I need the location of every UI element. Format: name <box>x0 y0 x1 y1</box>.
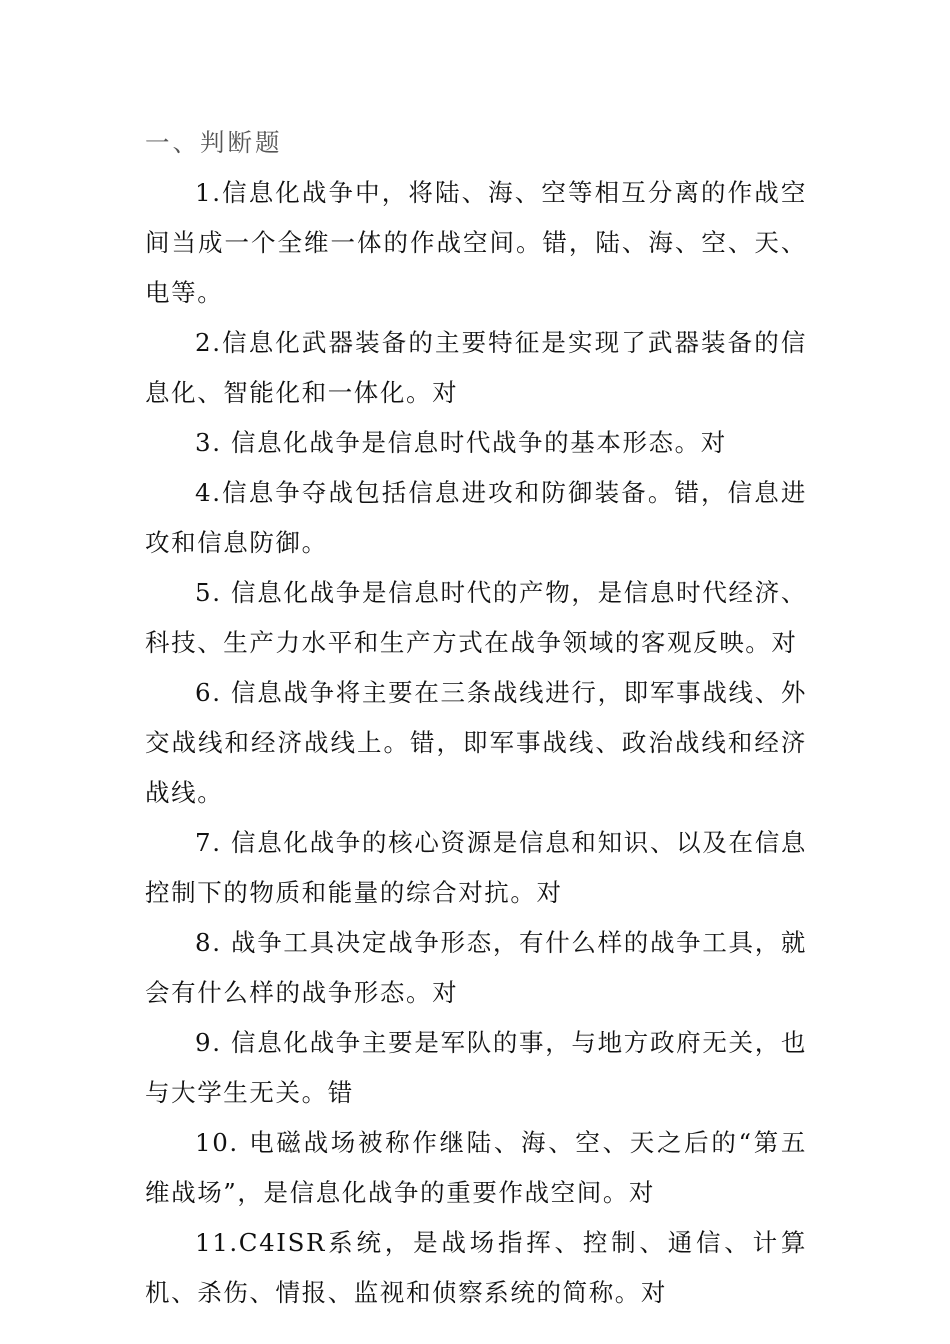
question-item: 4.信息争夺战包括信息进攻和防御装备。错，信息进攻和信息防御。 <box>145 478 807 557</box>
question-item: 9. 信息化战争主要是军队的事，与地方政府无关，也与大学生无关。错 <box>145 1028 807 1107</box>
question-item: 10. 电磁战场被称作继陆、海、空、天之后的“第五维战场”，是信息化战争的重要作战空间。对 <box>145 1128 807 1207</box>
question-item: 3. 信息化战争是信息时代战争的基本形态。对 <box>195 428 727 457</box>
question-item: 5. 信息化战争是信息时代的产物，是信息时代经济、科技、生产力水平和生产方式在战争领域的客观反映。对 <box>145 578 807 657</box>
section-heading: 一、判断题 <box>145 128 283 157</box>
question-item: 8. 战争工具决定战争形态，有什么样的战争工具，就会有什么样的战争形态。对 <box>145 928 807 1007</box>
question-item: 1.信息化战争中，将陆、海、空等相互分离的作战空间当成一个全维一体的作战空间。错，陆、海、空、天、电等。 <box>145 178 807 307</box>
question-item: 7. 信息化战争的核心资源是信息和知识、以及在信息控制下的物质和能量的综合对抗。对 <box>145 828 807 907</box>
question-list <box>145 168 807 1318</box>
question-item: 2.信息化武器装备的主要特征是实现了武器装备的信息化、智能化和一体化。对 <box>145 328 807 407</box>
document-body <box>145 118 807 1318</box>
question-item: 11.C4ISR系统，是战场指挥、控制、通信、计算机、杀伤、情报、监视和侦察系统的简称。对 <box>145 1228 807 1307</box>
question-item: 6. 信息战争将主要在三条战线进行，即军事战线、外交战线和经济战线上。错，即军事战线、政治战线和经济战线。 <box>145 678 807 807</box>
